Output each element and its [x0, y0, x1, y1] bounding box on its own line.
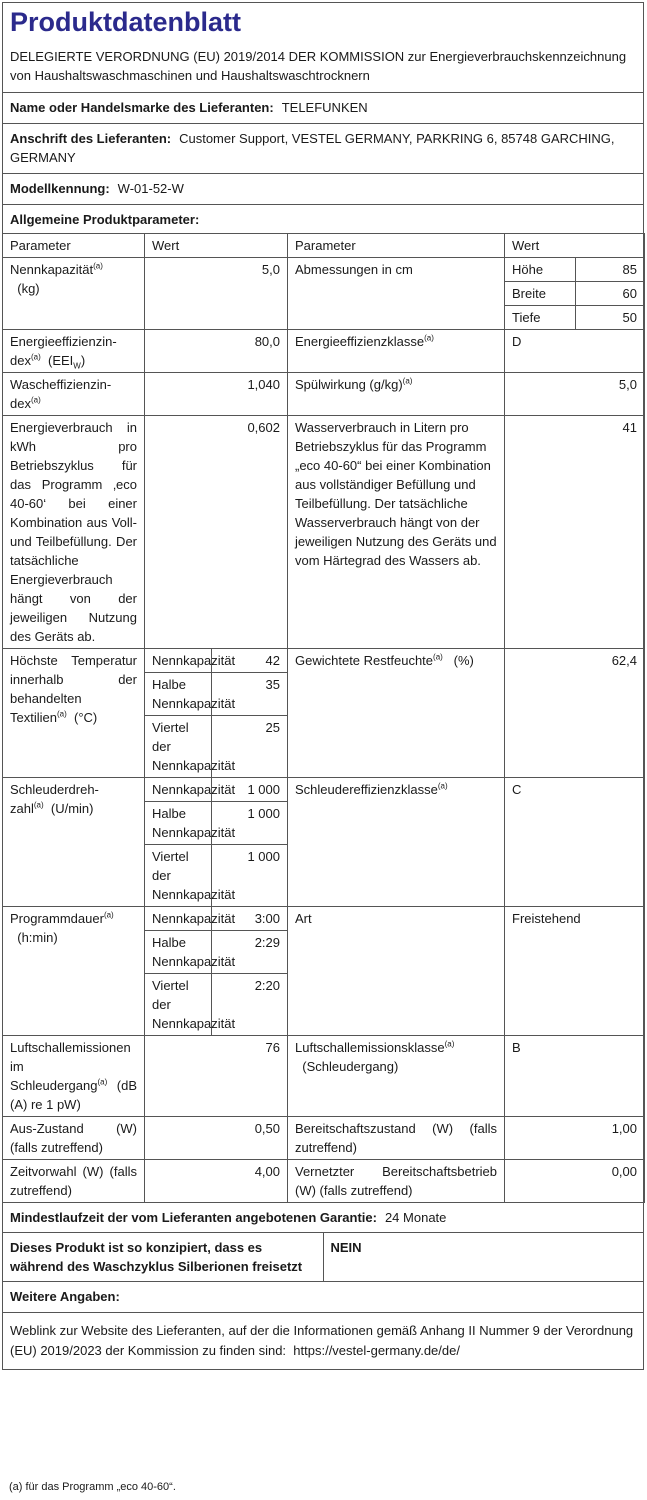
param-spuelwirkung — [288, 373, 505, 416]
table-row — [3, 1160, 645, 1203]
table-row — [3, 649, 645, 778]
footnote-marker: (a) — [56, 709, 67, 719]
dimensions-table — [505, 258, 644, 329]
table-header-row — [3, 234, 645, 258]
schleuderklasse-label: Schleudereffizienzklasse — [295, 782, 438, 797]
sub-halbe-label: Halbe Nennkapazität — [145, 802, 211, 845]
param-luftklasse — [288, 1036, 505, 1117]
param-eei — [3, 330, 145, 373]
model-row — [3, 174, 643, 205]
eei-label-line1: Energieeffizienzin- — [10, 334, 117, 349]
param-zeitvorwahl: Zeitvorwahl (W) (falls zutreffend) — [3, 1160, 145, 1203]
sub-viertel-label: Viertel der Nennkapazität — [152, 978, 236, 1031]
dimensions-cell — [505, 258, 645, 330]
col-header-wert-2: Wert — [505, 234, 645, 258]
sub-halbe-label: Halbe Nennkapazität — [145, 931, 211, 974]
supplier-row — [3, 93, 643, 124]
parameter-table — [2, 233, 645, 1203]
col-header-wert: Wert — [145, 234, 288, 258]
sub-viertel-label: Viertel der Nennkapazität — [152, 849, 236, 902]
table-row — [3, 907, 645, 1036]
schleuder-unit: (U/min) — [50, 801, 94, 816]
temp-value-halbe: 35 — [211, 673, 287, 716]
eei-subscript: W — [73, 361, 81, 371]
general-params-row — [3, 205, 643, 233]
value-art: Freistehend — [505, 907, 645, 1036]
table-row — [3, 373, 645, 416]
schleuder-label-line1: Schleuderdreh- — [10, 782, 99, 797]
temperatur-label: Höchste Temperatur innerhalb der behandelten Textilien — [10, 653, 137, 725]
schleuder-label-line2: zahl — [10, 801, 34, 816]
footnote-marker: (a) — [30, 395, 41, 405]
footnote-marker: (a) — [402, 376, 413, 386]
address-value: Customer Support, VESTEL GERMANY, PARKRING 6, 85748 GARCHING, GERMANY — [10, 131, 615, 165]
temp-value-nenn: 42 — [211, 649, 287, 673]
param-schleuderklasse — [288, 778, 505, 907]
value-vernetzt: 0,00 — [505, 1160, 645, 1203]
value-nennkapazitaet: 5,0 — [145, 258, 288, 330]
hoehe-label: Höhe — [505, 258, 575, 282]
temperatur-unit: (°C) — [73, 710, 98, 725]
value-wasserverbrauch: 41 — [505, 416, 645, 649]
model-value: W-01-52-W — [117, 181, 184, 196]
temperatur-subtable — [145, 649, 287, 777]
param-nennkapazitaet — [3, 258, 145, 330]
supplier-label: Name oder Handelsmarke des Lieferanten: — [10, 100, 274, 115]
param-art: Art — [288, 907, 505, 1036]
restfeuchte-label: Gewichtete Restfeuchte — [295, 653, 434, 668]
garantie-label: Mindestlaufzeit der vom Lieferanten angebotenen Garantie: — [10, 1210, 377, 1225]
silberionen-value: NEIN — [330, 1240, 362, 1255]
value-luftklasse: B — [505, 1036, 645, 1117]
dauer-value-halbe: 2:29 — [211, 931, 287, 974]
temp-value-viertel: 25 — [211, 716, 287, 778]
param-programmdauer — [3, 907, 145, 1036]
luftschall-unit: (dB (A) re 1 pW) — [10, 1078, 137, 1112]
param-bereitschaft: Bereitschaftszustand (W) (falls zutreffend) — [288, 1117, 505, 1160]
sub-nenn-label: Nennkapazität — [145, 649, 211, 673]
value-spuelwirkung: 5,0 — [505, 373, 645, 416]
luftklasse-label: Luftschallemissionsklasse — [295, 1040, 445, 1055]
regulation-subtitle: DELEGIERTE VERORDNUNG (EU) 2019/2014 DER KOMMISSION zur Energieverbrauchskennzeichnung von Haushaltswaschmaschinen und Haushaltswaschtrocknern — [10, 49, 627, 83]
dauer-value-viertel: 2:20 — [211, 974, 287, 1036]
value-restfeuchte: 62,4 — [505, 649, 645, 778]
param-luftschall — [3, 1036, 145, 1117]
param-abmessungen: Abmessungen in cm — [288, 258, 505, 330]
footnote-marker: (a) — [433, 652, 443, 662]
tiefe-label: Tiefe — [512, 310, 541, 325]
breite-value: 60 — [575, 282, 644, 306]
table-row — [3, 778, 645, 907]
silberionen-label: Dieses Produkt ist so konzipiert, dass es während des Waschzyklus Silberionen freisetzt — [3, 1233, 323, 1282]
eei-label-line2: dex — [10, 353, 31, 368]
value-aus-zustand: 0,50 — [145, 1117, 288, 1160]
garantie-row — [3, 1203, 643, 1233]
footnote-marker: (a) — [424, 333, 434, 343]
general-params-label: Allgemeine Produktparameter: — [10, 212, 200, 227]
col-header-parameter-2: Parameter — [288, 234, 505, 258]
dauer-unit: (h:min) — [17, 930, 58, 945]
eei-unit: (EEI — [47, 353, 74, 368]
param-eeklasse — [288, 330, 505, 373]
nennkapazitaet-label: Nennkapazität — [10, 262, 94, 277]
value-schleuderklasse: C — [505, 778, 645, 907]
schleuder-value-halbe: 1 000 — [211, 802, 287, 845]
address-label: Anschrift des Lieferanten: — [10, 131, 172, 146]
weblink-text: Weblink zur Website des Lieferanten, auf der die Informationen gemäß Anhang II Nummer 9 der Verordnung (EU) 2019/2023 der Kommission zu finden sind: — [10, 1323, 634, 1358]
table-row — [3, 258, 645, 330]
footnote-marker: (a) — [33, 800, 44, 810]
luftklasse-unit: (Schleudergang) — [302, 1059, 399, 1074]
table-row — [3, 416, 645, 649]
param-vernetzt: Vernetzter Bereitschaftsbetrieb (W) (falls zutreffend) — [288, 1160, 505, 1203]
table-row — [3, 1117, 645, 1160]
value-luftschall: 76 — [145, 1036, 288, 1117]
restfeuchte-unit: (%) — [453, 653, 474, 668]
luftschall-label: Luftschallemissionen im Schleudergang — [10, 1040, 131, 1093]
footnote-marker: (a) — [97, 1077, 108, 1087]
eeklasse-label: Energieeffizienzklasse — [295, 334, 425, 349]
header — [3, 3, 643, 93]
schleuder-subtable-cell — [145, 778, 288, 907]
spuel-label: Spülwirkung (g/kg) — [295, 377, 403, 392]
param-aus-zustand: Aus-Zustand (W) (falls zutreffend) — [3, 1117, 145, 1160]
param-schleuderdrehzahl — [3, 778, 145, 907]
param-energieverbrauch: Energieverbrauch in kWh pro Betriebszyklus für das Programm ‚eco 40-60‘ bei einer Kombination aus Voll- und Teilbefüllung. Der tatsächliche Energieverbrauch hängt von der jeweiligen Nutzung des Geräts ab. — [3, 416, 145, 649]
footnote-marker: (a) — [30, 352, 41, 362]
footnote-marker: (a) — [444, 1039, 455, 1049]
footnote-marker: (a) — [93, 261, 103, 271]
col-header-parameter: Parameter — [3, 234, 145, 258]
dauer-value-nenn: 3:00 — [211, 907, 287, 931]
breite-label: Breite — [505, 282, 575, 306]
temperatur-subtable-cell — [145, 649, 288, 778]
weblink-row — [3, 1313, 643, 1369]
table-row — [3, 1036, 645, 1117]
param-wasserverbrauch: Wasserverbrauch in Litern pro Betriebszyklus für das Programm „eco 40-60“ bei einer Kombination aus vollständiger Befüllung und Teilbefüllung. Der tatsächliche Wasserverbrauch hängt von der jeweiligen Nutzung des Geräts und vom Härtegrad des Wassers ab. — [288, 416, 505, 649]
garantie-value: 24 Monate — [384, 1210, 447, 1225]
dauer-subtable — [145, 907, 287, 1035]
sub-nenn-label: Nennkapazität — [145, 907, 211, 931]
sub-halbe-label: Halbe Nennkapazität — [145, 673, 211, 716]
value-energieverbrauch: 0,602 — [145, 416, 288, 649]
weblink-url[interactable]: https://vestel-germany.de/de/ — [293, 1343, 460, 1358]
silberionen-table — [3, 1233, 643, 1282]
weitere-angaben-label: Weitere Angaben: — [10, 1289, 120, 1304]
param-restfeuchte — [288, 649, 505, 778]
dauer-label: Programmdauer — [10, 911, 104, 926]
value-eeklasse: D — [505, 330, 645, 373]
page-title: Produktdatenblatt — [10, 7, 242, 37]
param-temperatur — [3, 649, 145, 778]
sheet-frame — [2, 2, 644, 1370]
param-wascheffizienz — [3, 373, 145, 416]
sub-viertel-label: Viertel der Nennkapazität — [152, 720, 236, 773]
value-wascheffizienz: 1,040 — [145, 373, 288, 416]
dauer-subtable-cell — [145, 907, 288, 1036]
schleuder-value-nenn: 1 000 — [211, 778, 287, 802]
value-eei: 80,0 — [145, 330, 288, 373]
tiefe-value: 50 — [575, 306, 644, 330]
footnote: (a) für das Programm „eco 40-60“. — [9, 1481, 176, 1493]
schleuder-value-viertel: 1 000 — [211, 845, 287, 907]
sub-nenn-label: Nennkapazität — [145, 778, 211, 802]
hoehe-value: 85 — [575, 258, 644, 282]
eei-unit-close: ) — [80, 353, 86, 368]
supplier-value: TELEFUNKEN — [281, 100, 368, 115]
address-row — [3, 124, 643, 174]
wasch-label-line2: dex — [10, 396, 31, 411]
model-label: Modellkennung: — [10, 181, 110, 196]
footnote-marker: (a) — [437, 781, 448, 791]
value-zeitvorwahl: 4,00 — [145, 1160, 288, 1203]
schleuder-subtable — [145, 778, 287, 906]
nennkapazitaet-unit: (kg) — [17, 281, 40, 296]
footnote-marker: (a) — [103, 910, 114, 920]
value-bereitschaft: 1,00 — [505, 1117, 645, 1160]
table-row — [3, 330, 645, 373]
wasch-label-line1: Wascheffizienzin- — [10, 377, 112, 392]
weitere-angaben-row — [3, 1282, 643, 1313]
